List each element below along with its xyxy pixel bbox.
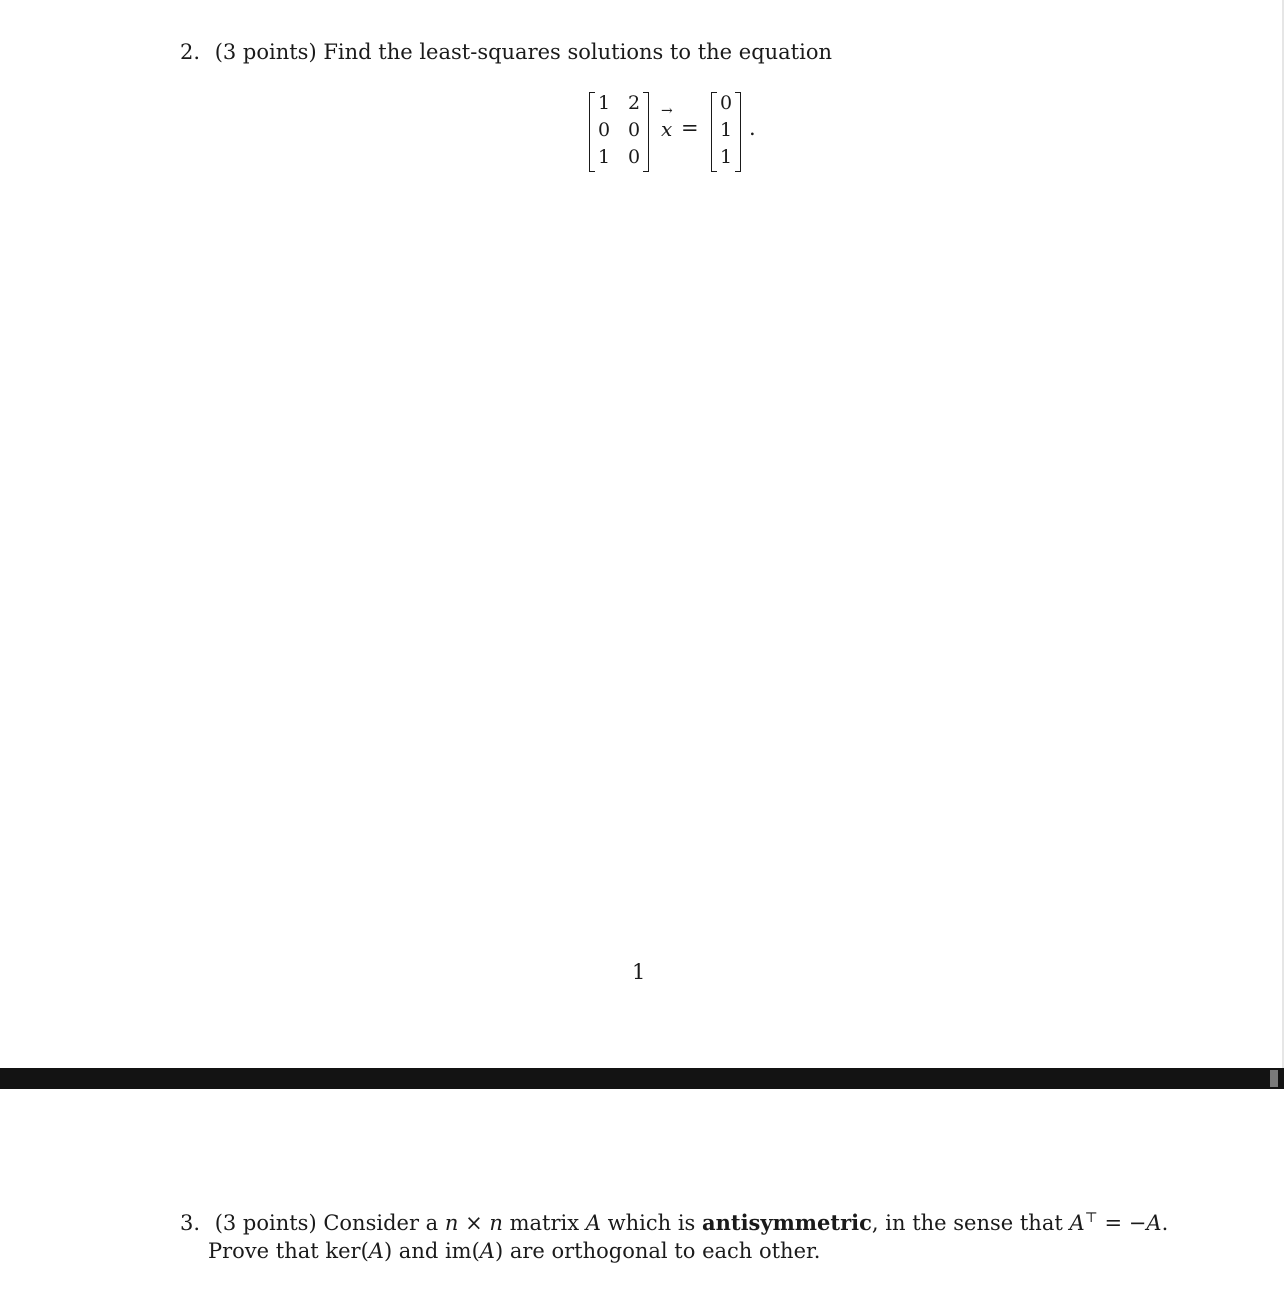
right-bracket (643, 92, 649, 172)
text-segment: ) are orthogonal to each other. (494, 1239, 821, 1263)
math-A: A (479, 1239, 495, 1263)
problem-2-points: (3 points) (214, 40, 317, 64)
matrix-entry: 1 (597, 146, 611, 168)
vector-x (661, 103, 673, 141)
bold-term-antisymmetric: antisymmetric (702, 1210, 872, 1235)
page-separator (0, 1068, 1284, 1089)
transpose-symbol: ⊤ (1084, 1210, 1098, 1226)
math-A: A (1146, 1211, 1162, 1235)
problem-2-number: 2. (180, 40, 201, 64)
rhs-entry: 0 (719, 92, 733, 114)
matrix-entry: 1 (597, 92, 611, 114)
problem-3-line-2 (180, 1237, 1168, 1265)
equation-period: . (749, 116, 756, 140)
math-n: n (489, 1211, 503, 1235)
rhs-entry: 1 (719, 146, 733, 168)
matrix-entry: 0 (627, 119, 641, 141)
text-segment: , in the sense that (871, 1211, 1063, 1235)
matrix-entry: 2 (627, 92, 641, 114)
rhs-entry: 1 (719, 119, 733, 141)
right-bracket (735, 92, 741, 172)
text-segment: matrix (509, 1211, 580, 1235)
math-n: n (444, 1211, 459, 1235)
vector-arrow: → (661, 103, 673, 119)
math-equals-negative: = − (1104, 1211, 1147, 1235)
math-A: A (585, 1211, 601, 1235)
period: . (1161, 1211, 1169, 1235)
coefficient-matrix (589, 92, 649, 174)
matrix-entry: 0 (597, 119, 611, 141)
vector-x-letter: x (661, 117, 673, 141)
text-segment: Prove that ker( (208, 1239, 369, 1263)
problem-2-text: Find the least-squares solutions to the equation (323, 40, 832, 64)
problem-2 (180, 38, 832, 66)
text-segment: Consider a (323, 1211, 439, 1235)
problem-3 (180, 1204, 1168, 1265)
math-A: A (368, 1239, 384, 1263)
rhs-vector (711, 92, 741, 174)
text-segment: ) and im( (383, 1239, 480, 1263)
problem-3-line-1 (180, 1204, 1168, 1237)
pdf-page-2 (0, 1089, 1284, 1309)
equals-sign: = (681, 116, 699, 140)
scrollbar-thumb[interactable] (1270, 1070, 1278, 1087)
math-A: A (1069, 1211, 1085, 1235)
problem-3-number: 3. (180, 1211, 201, 1235)
text-segment: which is (607, 1211, 696, 1235)
matrix-entry: 0 (627, 146, 641, 168)
page-number: 1 (632, 960, 646, 984)
math-times: × (465, 1211, 483, 1235)
problem-3-points: (3 points) (214, 1211, 317, 1235)
